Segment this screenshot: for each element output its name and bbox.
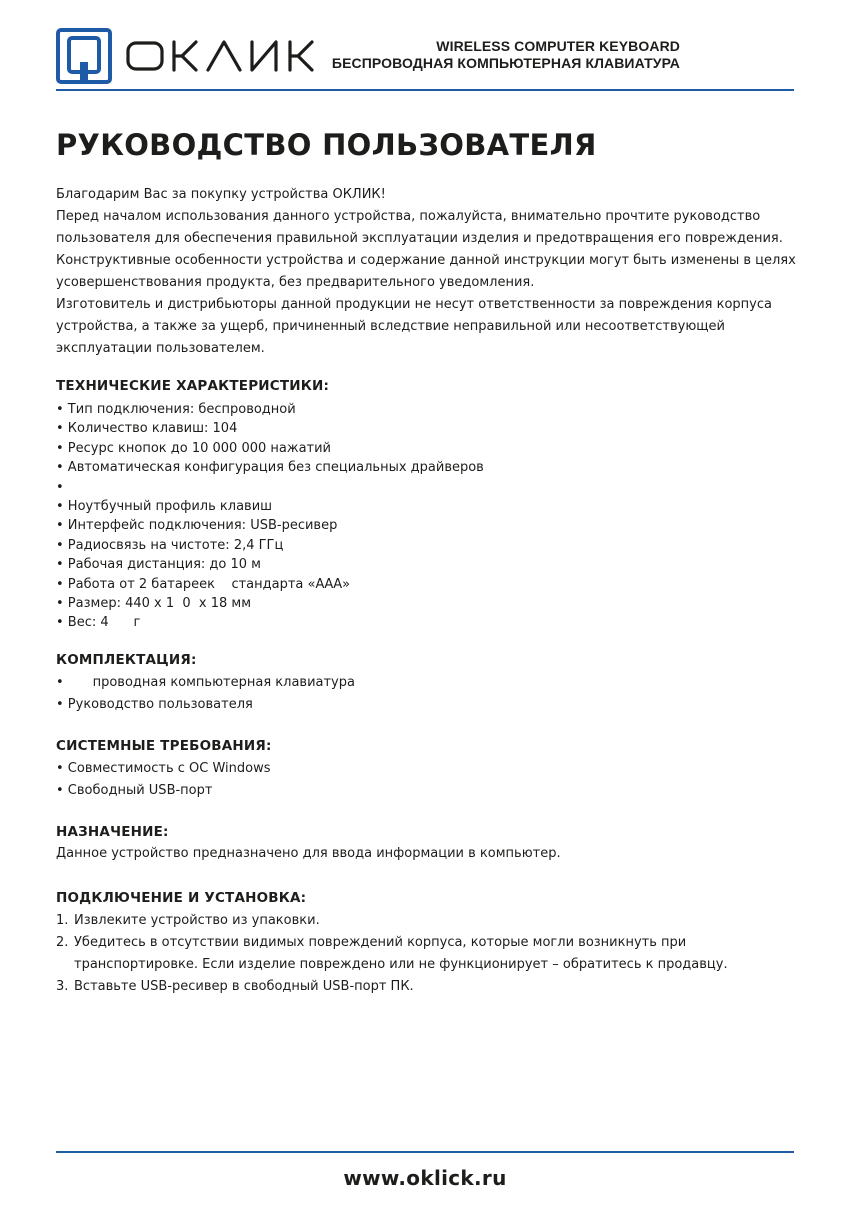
list-item: • проводная компьютерная клавиатура bbox=[56, 675, 355, 690]
product-title-en: WIRELESS COMPUTER KEYBOARD bbox=[436, 38, 680, 54]
list-item: • Свободный USB-порт bbox=[56, 782, 213, 798]
step-number: 2. bbox=[56, 935, 69, 950]
list-item: • Количество клавиш: 104 bbox=[56, 421, 238, 437]
purpose-heading: НАЗНАЧЕНИЕ: bbox=[56, 824, 169, 840]
intro-line: Перед началом использования данного устройства, пожалуйста, внимательно прочтите руководство пользователя для обеспечения правильной эксплуатации изделия и предотвращения его повреждения. bbox=[56, 209, 783, 246]
page-header bbox=[56, 28, 794, 90]
step-number: 3. bbox=[56, 979, 69, 994]
product-title bbox=[332, 38, 680, 72]
list-item: • Радиосвязь на чистоте: 2,4 ГГц bbox=[56, 537, 284, 553]
kit-heading: КОМПЛЕКТАЦИЯ: bbox=[56, 652, 197, 668]
list-item: • Совместимость с ОС Windows bbox=[56, 761, 271, 776]
list-item: • Рабочая дистанция: до 10 м bbox=[56, 557, 261, 573]
intro-text bbox=[56, 184, 796, 360]
step-number: 1. bbox=[56, 913, 69, 928]
footer-divider bbox=[56, 1151, 794, 1153]
website-link[interactable]: www.oklick.ru bbox=[343, 1166, 507, 1190]
step-text: Убедитесь в отсутствии видимых повреждений корпуса, которые могли возникнуть при транспортировке. Если изделие повреждено или не функционирует – обратитесь к продавцу. bbox=[74, 935, 728, 972]
system-list bbox=[56, 758, 271, 801]
header-divider bbox=[56, 89, 794, 91]
list-item: • Ресурс кнопок до 10 000 000 нажатий bbox=[56, 440, 332, 456]
list-item: • Работа от 2 батареек стандарта «ААА» bbox=[56, 576, 351, 592]
product-title-ru: БЕСПРОВОДНАЯ КОМПЬЮТЕРНАЯ КЛАВИАТУРА bbox=[331, 55, 680, 71]
page-title: РУКОВОДСТВО ПОЛЬЗОВАТЕЛЯ bbox=[56, 128, 597, 162]
purpose-text: Данное устройство предназначено для ввода информации в компьютер. bbox=[56, 846, 561, 861]
list-item: • Вес: 4 г bbox=[56, 615, 141, 631]
specs-heading: ТЕХНИЧЕСКИЕ ХАРАКТЕРИСТИКИ: bbox=[56, 378, 330, 394]
step-text: Вставьте USB-ресивер в свободный USB-порт ПК. bbox=[74, 979, 414, 994]
install-heading: ПОДКЛЮЧЕНИЕ И УСТАНОВКА: bbox=[56, 890, 307, 906]
install-step bbox=[56, 976, 796, 998]
install-steps bbox=[56, 910, 796, 998]
intro-line: Изготовитель и дистрибьюторы данной продукции не несут ответственности за повреждения корпуса устройства, а также за ущерб, причиненный вследствие неправильной или несоответствующей эксплуатации пользователем. bbox=[56, 297, 772, 356]
intro-line: Благодарим Вас за покупку устройства ОКЛИК! bbox=[56, 187, 386, 202]
list-item: • Тип подключения: беспроводной bbox=[56, 402, 296, 417]
list-item: • Размер: 440 x 1 0 x 18 мм bbox=[56, 596, 252, 612]
list-item: • Ноутбучный профиль клавиш bbox=[56, 499, 273, 515]
intro-line: Конструктивные особенности устройства и содержание данной инструкции могут быть изменены в целях усовершенствования продукта, без предварительного уведомления. bbox=[56, 253, 796, 290]
oklick-wordmark bbox=[124, 36, 344, 76]
list-item: • Автоматическая конфигурация без специальных драйверов bbox=[56, 460, 484, 476]
list-item: • bbox=[56, 479, 64, 495]
kit-list bbox=[56, 672, 355, 715]
install-step bbox=[56, 910, 796, 932]
specs-list bbox=[56, 400, 484, 633]
list-item: • Руководство пользователя bbox=[56, 696, 253, 712]
oklick-logo-icon bbox=[56, 28, 112, 84]
step-text: Извлеките устройство из упаковки. bbox=[74, 913, 320, 928]
list-item: • Интерфейс подключения: USB-ресивер bbox=[56, 518, 338, 534]
system-heading: СИСТЕМНЫЕ ТРЕБОВАНИЯ: bbox=[56, 738, 272, 754]
install-step bbox=[56, 932, 796, 976]
